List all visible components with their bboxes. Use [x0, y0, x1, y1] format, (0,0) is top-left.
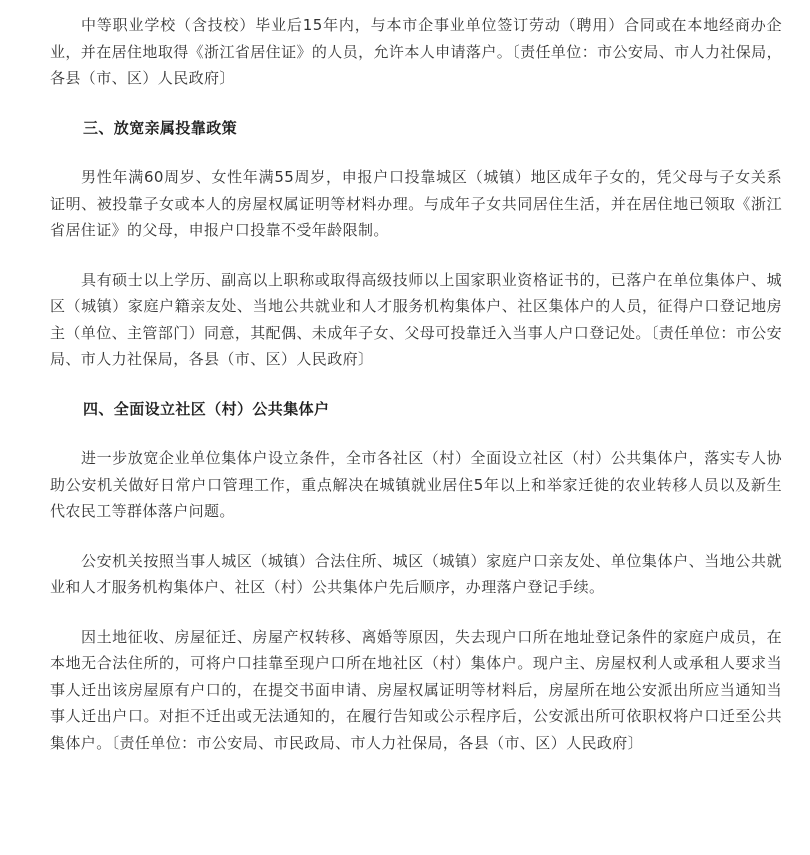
paragraph-spacer [50, 141, 782, 164]
article-body [50, 12, 782, 756]
section-heading-relative-dependency: 三、放宽亲属投靠政策 [83, 118, 238, 137]
section-heading-community-collective-household: 四、全面设立社区（村）公共集体户 [83, 399, 330, 418]
paragraph-spacer [50, 525, 782, 548]
paragraph-spacer [50, 422, 782, 445]
paragraph-registration-order: 公安机关按照当事人城区（城镇）合法住所、城区（城镇）家庭户口亲友处、单位集体户、当地公共就业和人才服务机构集体户、社区（村）公共集体户先后顺序，办理落户登记手续。 [50, 551, 782, 596]
paragraph-spacer [50, 92, 782, 115]
paragraph-collective-household-setup: 进一步放宽企业单位集体户设立条件，全市各社区（村）全面设立社区（村）公共集体户，落实专人协助公安机关做好日常户口管理工作，重点解决在城镇就业居住5年以上和举家迁徙的农业转移人员以及新生代农民工等群体落户问题。 [50, 449, 782, 520]
paragraph-high-talent-family: 具有硕士以上学历、副高以上职称或取得高级技师以上国家职业资格证书的，已落户在单位集体户、城区（城镇）家庭户籍亲友处、当地公共就业和人才服务机构集体户、社区集体户的人员，征得户口登记地房主（单位、主管部门）同意，其配偶、未成年子女、父母可投靠迁入当事人户口登记处。〔责任单位：市公安局、市人力社保局，各县（市、区）人民政府〕 [50, 270, 782, 368]
paragraph-spacer [50, 601, 782, 624]
paragraph-spacer [50, 373, 782, 396]
paragraph-parents-join-children: 男性年满60周岁、女性年满55周岁，申报户口投靠城区（城镇）地区成年子女的，凭父母与子女关系证明、被投靠子女或本人的房屋权属证明等材料办理。与成年子女共同居住生活，并在居住地已领取《浙江省居住证》的父母，申报户口投靠不受年龄限制。 [50, 168, 782, 239]
paragraph-vocational-graduates: 中等职业学校（含技校）毕业后15年内，与本市企事业单位签订劳动（聘用）合同或在本地经商办企业，并在居住地取得《浙江省居住证》的人员，允许本人申请落户。〔责任单位：市公安局、市人力社保局，各县（市、区）人民政府〕 [50, 16, 782, 87]
paragraph-lost-residence: 因土地征收、房屋征迁、房屋产权转移、离婚等原因，失去现户口所在地址登记条件的家庭户成员，在本地无合法住所的，可将户口挂靠至现户口所在地社区（村）集体户。现户主、房屋权利人或承租人要求当事人迁出该房屋原有户口的，在提交书面申请、房屋权属证明等材料后，房屋所在地公安派出所应当通知当事人迁出户口。对拒不迁出或无法通知的，在履行告知或公示程序后，公安派出所可依职权将户口迁至公共集体户。〔责任单位：市公安局、市民政局、市人力社保局，各县（市、区）人民政府〕 [50, 627, 782, 752]
paragraph-spacer [50, 244, 782, 267]
